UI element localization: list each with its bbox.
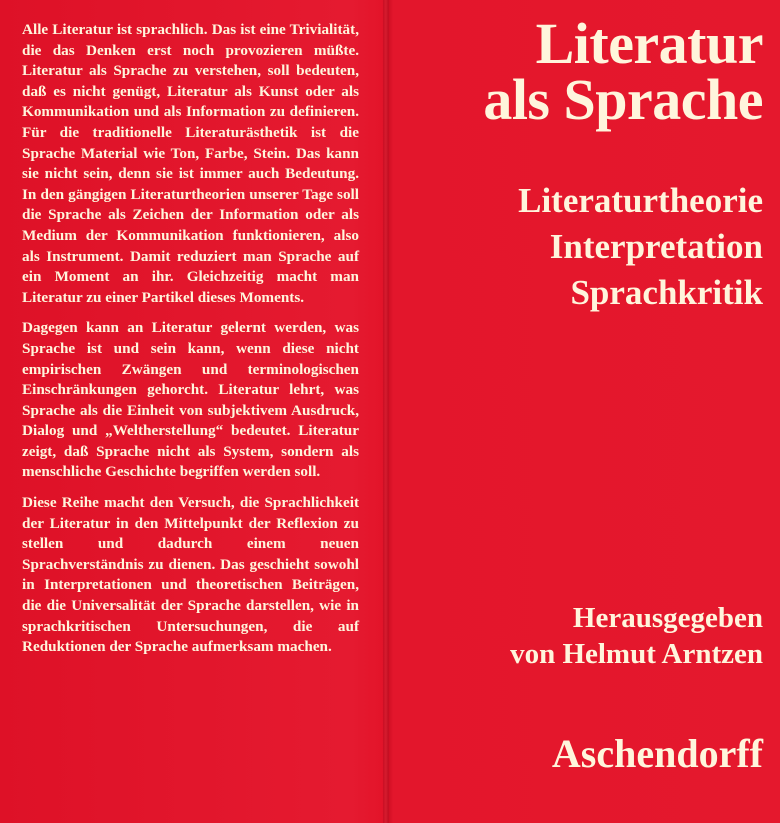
blurb-paragraph-1: Alle Literatur ist sprachlich. Das ist eine Trivialität, die das Denken erst noch provozieren müßte. Literatur als Sprache zu verstehen, soll bedeuten, daß es nicht genügt, Literatur als Kunst oder als Kommunikation und als Information zu definieren. Für die traditionelle Literaturästhetik ist die Sprache Material wie Ton, Farbe, Stein. Das kann sie nicht sein, denn sie ist immer auch Bedeutung. In den gängigen Literaturtheorien unserer Tage soll die Sprache als Zeichen der Information oder als Medium der Kommunikation funktionieren, also als Instrument. Damit reduziert man Sprache auf ein Moment an ihr. Gleichzeitig macht man Literatur zu einer Partikel dieses Moments.	[22, 21, 359, 306]
back-cover-blurb	[22, 20, 359, 668]
blurb-paragraph-2: Dagegen kann an Literatur gelernt werden, was Sprache ist und sein kann, wenn diese nicht empirischen Zwängen und terminologischen Einschränkungen gehorcht. Literatur lehrt, was Sprache als die Einheit von subjektivem Ausdruck, Dialog und „Weltherstellung“ bedeutet. Literatur zeigt, daß Sprache nicht als System, sondern als menschliche Geschichte begriffen werden soll.	[22, 319, 359, 481]
book-subtitles	[383, 178, 763, 316]
editor-line-1: Herausgegeben	[572, 602, 763, 634]
subtitle-line-1: Literaturtheorie	[518, 181, 763, 220]
editor-line-2: von Helmut Arntzen	[510, 638, 763, 670]
publisher-name: Aschendorff	[551, 731, 763, 776]
title-line-1: Literatur	[535, 11, 763, 76]
subtitle-line-2: Interpretation	[549, 227, 763, 266]
editor-credit	[383, 600, 763, 672]
book-title	[383, 11, 763, 132]
title-line-2: als Sprache	[483, 67, 763, 132]
blurb-paragraph-3: Diese Reihe macht den Versuch, die Sprachlichkeit der Literatur in den Mittelpunkt der Reflexion zu stellen und dadurch einem neuen Sprachverständnis zu dienen. Das geschieht sowohl in Interpretationen und theoretischen Beiträgen, die die Universalität der Sprache darstellen, wie in sprachkritischen Untersuchungen, die auf Reduktionen der Sprache aufmerksam machen.	[22, 494, 359, 656]
subtitle-line-3: Sprachkritik	[570, 273, 763, 312]
